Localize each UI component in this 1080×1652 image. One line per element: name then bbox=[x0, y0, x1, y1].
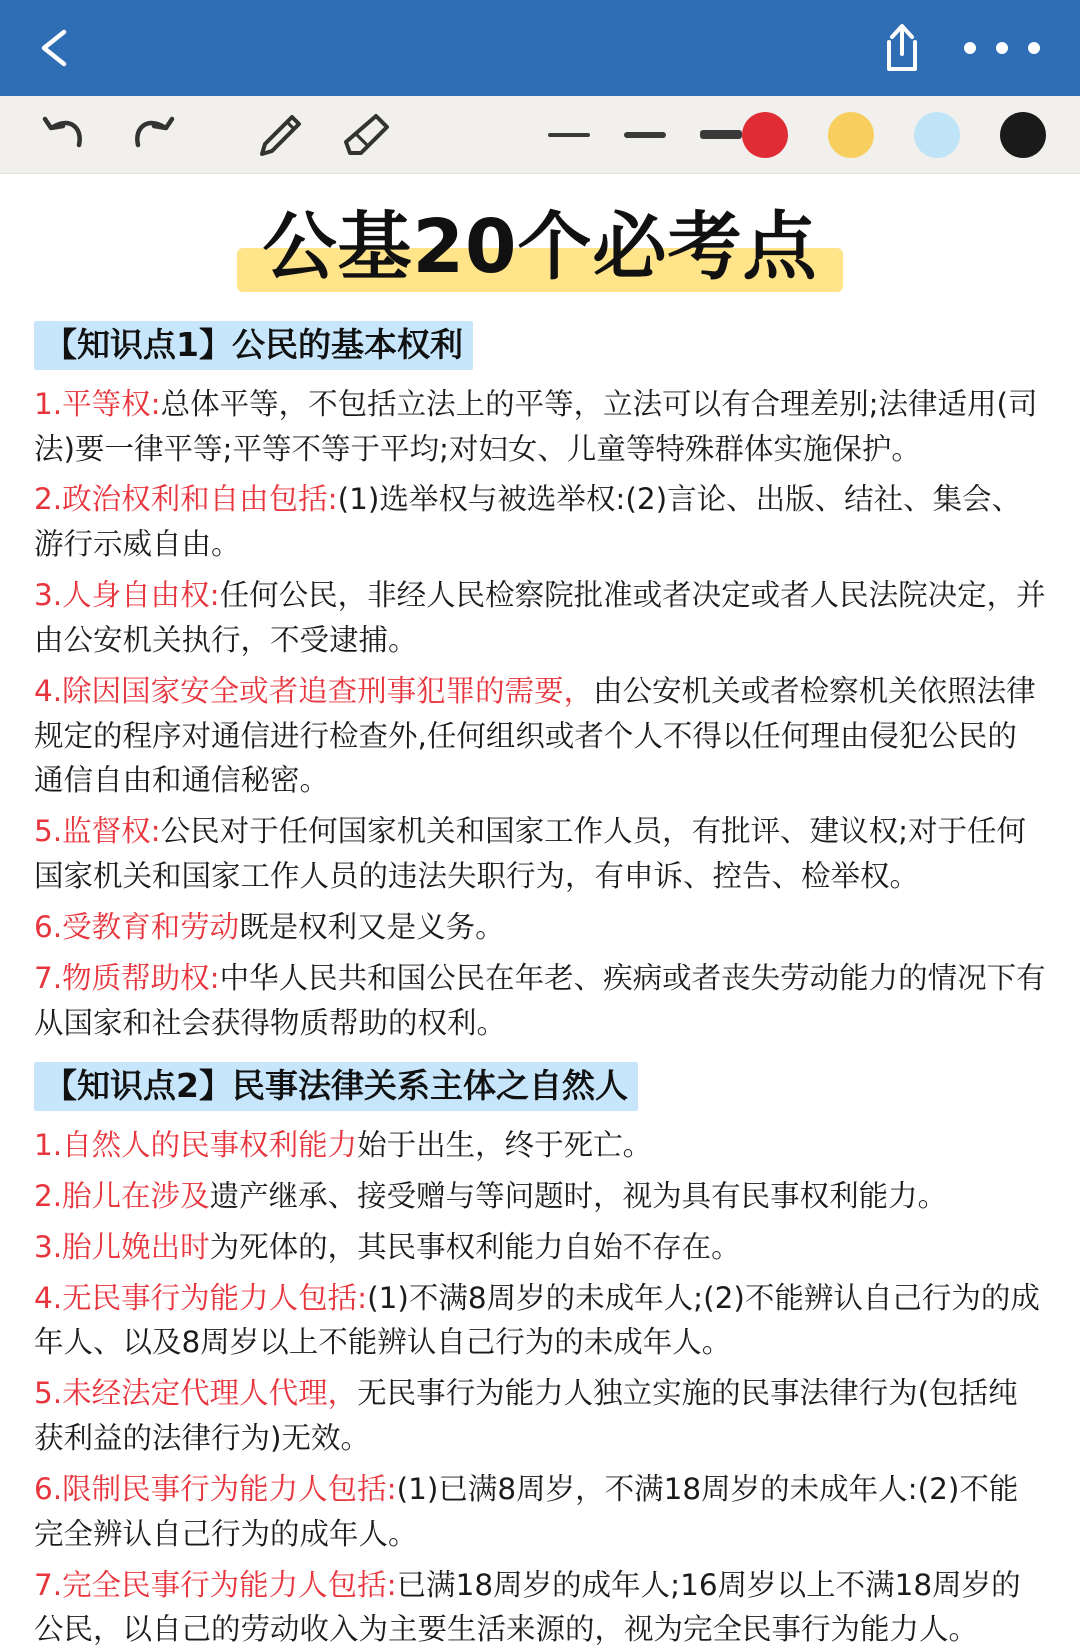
paragraph bbox=[34, 669, 1046, 803]
paragraph-text: 公民对于任何国家机关和国家工作人员，有批评、建议权;对于任何国家机关和国家工作人员的违法失职行为，有申诉、控告、检举权。 bbox=[34, 814, 1027, 894]
paragraph bbox=[34, 1563, 1046, 1652]
paragraph-label: 7.物质帮助权: bbox=[34, 960, 220, 995]
paragraph-text: 无民事行为能力人独立实施的民事法律行为(包括纯获利益的法律行为)无效。 bbox=[34, 1376, 1018, 1456]
undo-icon[interactable] bbox=[34, 104, 96, 166]
paragraph-label: 4.除因国家安全或者追查刑事犯罪的需要， bbox=[34, 673, 594, 708]
paragraph-text: (1)已满8周岁，不满18周岁的未成年人:(2)不能完全辨认自己行为的成年人。 bbox=[34, 1471, 1019, 1551]
paragraph bbox=[34, 1123, 1046, 1168]
section-heading-2-label: 【知识点2】民事法律关系主体之自然人 bbox=[34, 1062, 638, 1111]
section-heading-1 bbox=[34, 316, 1046, 374]
document-title-wrapper bbox=[34, 206, 1046, 294]
top-navigation-bar bbox=[0, 0, 1080, 96]
paragraph-label: 2.政治权利和自由包括: bbox=[34, 482, 338, 517]
color-swatch-black[interactable] bbox=[1000, 112, 1046, 158]
paragraph bbox=[34, 1371, 1046, 1461]
stroke-width-group bbox=[548, 130, 742, 139]
dot bbox=[996, 42, 1008, 54]
redo-icon[interactable] bbox=[122, 104, 184, 166]
top-bar-actions bbox=[880, 22, 1046, 74]
paragraph bbox=[34, 1467, 1046, 1557]
paragraph-text: (1)不满8周岁的未成年人;(2)不能辨认自己行为的成年人、以及8周岁以上不能辨认自己行为的未成年人。 bbox=[34, 1280, 1040, 1360]
color-swatch-red[interactable] bbox=[742, 112, 788, 158]
stroke-width-thin[interactable] bbox=[548, 133, 590, 137]
paragraph-text: 总体平等，不包括立法上的平等，立法可以有合理差别;法律适用(司法)要一律平等;平等不等于平均;对妇女、儿童等特殊群体实施保护。 bbox=[34, 386, 1038, 466]
paragraph bbox=[34, 573, 1046, 663]
paragraph bbox=[34, 1225, 1046, 1270]
paragraph-text: 任何公民，非经人民检察院批准或者决定或者人民法院决定，并由公安机关执行，不受逮捕。 bbox=[34, 578, 1046, 657]
paragraph-label: 4.无民事行为能力人包括: bbox=[34, 1280, 368, 1315]
section-heading-1-label: 【知识点1】公民的基本权利 bbox=[34, 321, 473, 370]
paragraph-text: 遗产继承、接受赠与等问题时，视为具有民事权利能力。 bbox=[209, 1178, 948, 1213]
paragraph-text: (1)选举权与被选举权:(2)言论、出版、结社、集会、游行示威自由。 bbox=[34, 482, 1022, 562]
share-icon[interactable] bbox=[880, 22, 924, 74]
eraser-icon[interactable] bbox=[337, 104, 399, 166]
paragraph-label: 5.监督权: bbox=[34, 814, 161, 849]
color-palette bbox=[742, 112, 1046, 158]
paragraph-text: 为死体的，其民事权利能力自始不存在。 bbox=[209, 1229, 741, 1264]
paragraph-label: 1.自然人的民事权利能力 bbox=[34, 1128, 358, 1163]
paragraph-label: 2.胎儿在涉及 bbox=[34, 1178, 210, 1213]
paragraph-label: 3.人身自由权: bbox=[34, 578, 220, 613]
pen-icon[interactable] bbox=[249, 104, 311, 166]
paragraph bbox=[34, 956, 1046, 1046]
paragraph-text: 中华人民共和国公民在年老、疾病或者丧失劳动能力的情况下有从国家和社会获得物质帮助的权利。 bbox=[34, 960, 1046, 1040]
stroke-width-thick[interactable] bbox=[700, 130, 742, 139]
paragraph bbox=[34, 382, 1046, 472]
paragraph bbox=[34, 809, 1046, 899]
paragraph-label: 5.未经法定代理人代理， bbox=[34, 1376, 358, 1411]
paragraph-text: 始于出生，终于死亡。 bbox=[357, 1128, 653, 1163]
paragraph bbox=[34, 1174, 1046, 1219]
paragraph bbox=[34, 905, 1046, 950]
dot bbox=[964, 42, 976, 54]
stroke-width-medium[interactable] bbox=[624, 132, 666, 138]
paragraph-text: 既是权利又是义务。 bbox=[239, 909, 505, 944]
more-dots-icon[interactable] bbox=[964, 42, 1046, 54]
paragraph-label: 1.平等权: bbox=[34, 386, 161, 421]
page-title: 公基20个必考点 bbox=[237, 206, 844, 294]
chevron-left-icon[interactable] bbox=[34, 26, 78, 70]
paragraph-label: 6.受教育和劳动 bbox=[34, 909, 240, 944]
dot bbox=[1028, 42, 1040, 54]
paragraph-label: 7.完全民事行为能力人包括: bbox=[34, 1567, 397, 1602]
paragraph-label: 6.限制民事行为能力人包括: bbox=[34, 1471, 397, 1506]
paragraph bbox=[34, 1276, 1046, 1366]
paragraph-label: 3.胎儿娩出时 bbox=[34, 1229, 210, 1264]
color-swatch-yellow[interactable] bbox=[828, 112, 874, 158]
color-swatch-light-blue[interactable] bbox=[914, 112, 960, 158]
document-content bbox=[0, 174, 1080, 1652]
paragraph-text: 由公安机关或者检察机关依照法律规定的程序对通信进行检查外,任何组织或者个人不得以任何理由侵犯公民的通信自由和通信秘密。 bbox=[34, 673, 1036, 798]
paragraph-text: 已满18周岁的成年人;16周岁以上不满18周岁的公民，以自己的劳动收入为主要生活来源的，视为完全民事行为能力人。 bbox=[34, 1567, 1021, 1647]
drawing-toolbar bbox=[0, 96, 1080, 174]
section-heading-2 bbox=[34, 1057, 1046, 1115]
paragraph bbox=[34, 477, 1046, 567]
